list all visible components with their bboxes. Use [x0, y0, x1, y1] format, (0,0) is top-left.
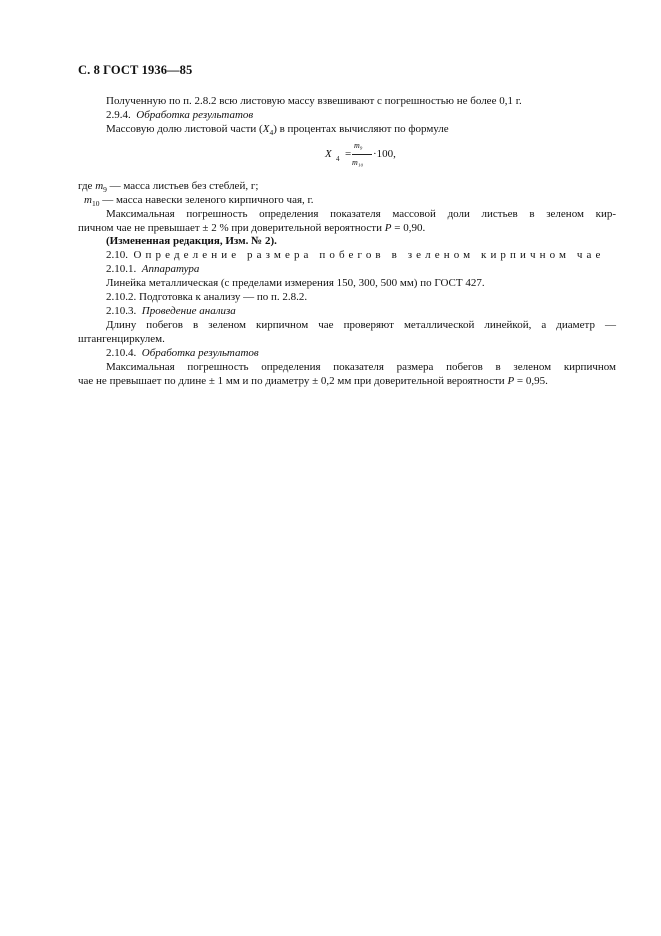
text-fragment: пичном чае не превышает ± 2 % при доверительной вероятности	[78, 222, 385, 234]
paragraph-ruler: Линейка металлическая (с пределами измерения 150, 300, 500 мм) по ГОСТ 427.	[106, 277, 485, 289]
section-number: 2.9.4.	[106, 109, 131, 121]
section-title: Проведение анализа	[141, 305, 236, 317]
section-2-10-1	[106, 262, 199, 276]
formula-denominator: m₁₀	[352, 158, 364, 167]
formula-numerator: m₉	[354, 141, 363, 150]
text-fragment: = 0,90.	[391, 222, 426, 234]
paragraph-length-line2: штангенциркулем.	[78, 333, 165, 345]
section-number: 2.10.4.	[106, 347, 137, 359]
subscript: 9	[103, 185, 107, 194]
paragraph-mass-fraction	[106, 122, 449, 136]
section-number: 2.10.	[106, 249, 128, 261]
section-number: 2.10.1.	[106, 263, 137, 275]
section-2-10-3	[106, 304, 236, 318]
variable: Р	[384, 222, 392, 234]
paragraph-error-leaves-line2	[78, 221, 425, 235]
formula-equals: =	[345, 148, 352, 160]
formula-lhs-subscript: 4	[336, 155, 340, 163]
formula	[325, 141, 445, 175]
subscript: 4	[269, 128, 274, 137]
definition-m9	[78, 179, 258, 193]
variable: Р	[507, 375, 515, 387]
text-fragment: чае не превышает по длине ± 1 мм и по диаметру ± 0,2 мм при доверительной вероятности	[78, 375, 508, 387]
text-fragment: Массовую долю листовой части (	[106, 123, 263, 135]
section-title: Определение размера побегов в зеленом кирпичном чае	[133, 249, 605, 261]
section-2-10-2: 2.10.2. Подготовка к анализу — по п. 2.8.2.	[106, 291, 308, 303]
section-number: 2.10.3.	[106, 305, 137, 317]
section-title: Обработка результатов	[141, 347, 259, 359]
page-header: С. 8 ГОСТ 1936—85	[78, 63, 193, 77]
paragraph-error-shoots-line1: Максимальная погрешность определения показателя размера побегов в зеленом кирпичном	[106, 361, 616, 373]
text-fragment: = 0,95.	[514, 375, 548, 387]
variable: m	[84, 194, 92, 206]
variable: m	[95, 180, 104, 192]
section-title: Обработка результатов	[136, 109, 254, 121]
section-2-9-4	[106, 108, 253, 122]
paragraph-error-shoots-line2	[78, 374, 548, 388]
section-2-10	[106, 248, 605, 262]
paragraph-error-leaves-line1: Максимальная погрешность определения показателя массовой доли листьев в зеленом кир-	[106, 208, 616, 220]
formula-lhs: X	[325, 148, 332, 160]
edition-note: (Измененная редакция, Изм. № 2).	[106, 235, 277, 247]
paragraph-length-line1: Длину побегов в зеленом кирпичном чае проверяют металлической линейкой, а диаметр —	[106, 319, 616, 331]
text-fragment: ) в процентах вычисляют по формуле	[273, 123, 449, 135]
definition-m10	[84, 193, 314, 207]
subscript: 10	[91, 199, 100, 208]
text-fragment: — масса листьев без стеблей, г;	[106, 180, 259, 192]
text-fragment: — масса навески зеленого кирпичного чая, г.	[99, 194, 314, 206]
section-2-10-4	[106, 346, 259, 360]
text-fragment: где	[78, 180, 96, 192]
fraction-bar	[352, 154, 372, 155]
formula-tail: ·100,	[373, 148, 396, 160]
section-title: Аппаратура	[141, 263, 200, 275]
variable: X	[262, 123, 270, 135]
paragraph-weighing: Полученную по п. 2.8.2 всю листовую массу взвешивают с погрешностью не более 0,1 г.	[106, 95, 522, 107]
